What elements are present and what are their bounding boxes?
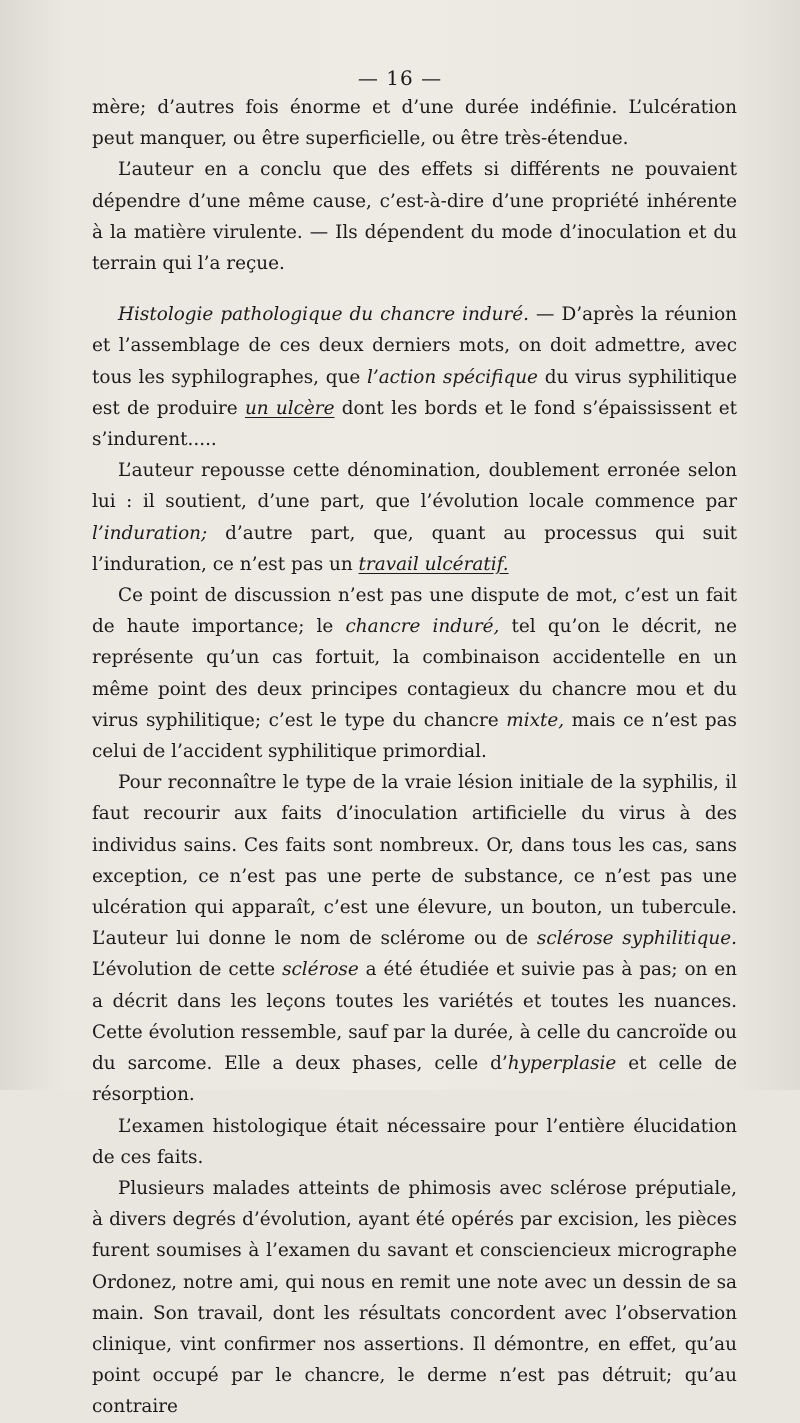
paragraph bbox=[92, 1111, 737, 1173]
emphasis-text: mixte, bbox=[506, 709, 565, 731]
text-run: mère; d’autres fois énorme et d’une durée indéfinie. L’ulcération peut manquer, ou être superficielle, ou être très-étendue. bbox=[92, 97, 737, 150]
text-run: L’évolution de cette bbox=[92, 959, 283, 981]
text-run: — D’après la réunion et l’assemblage de ces deux derniers mots, on doit admettre, avec tous les syphilographes, que bbox=[92, 304, 737, 388]
emphasis-text: chancre induré, bbox=[345, 616, 500, 638]
emphasis-text: travail ulcératif. bbox=[358, 553, 509, 575]
paragraph bbox=[92, 767, 737, 1110]
emphasis-text: Histologie pathologique du chancre induré. bbox=[118, 304, 530, 326]
paragraph bbox=[92, 299, 737, 455]
text-run: Plusieurs malades atteints de phimosis avec sclérose préputiale, à divers degrés d’évolution, ayant été opérés par excision, les pièces furent soumises à l’examen du savant et consciencieux micrographe Ordonez, notre ami, qui nous en remit une note avec un dessin de sa main. Son travail, dont les résultats concordent avec l’observation clinique, vint confirmer nos assertions. Il démontre, en effet, qu’au point occupé par le chancre, le derme n’est pas détruit; qu’au contraire bbox=[92, 1177, 737, 1418]
body-text bbox=[92, 92, 737, 1423]
text-run: dont les bords et le fond s’épaississent et s’indurent..... bbox=[92, 397, 737, 451]
paragraph bbox=[92, 1173, 737, 1423]
paragraph bbox=[92, 455, 737, 580]
emphasis-text: un ulcère bbox=[244, 397, 335, 419]
emphasis-text: hyperplasie bbox=[507, 1053, 617, 1075]
paragraph bbox=[92, 154, 737, 279]
emphasis-text: sclérose syphilitique. bbox=[536, 928, 737, 950]
emphasis-text: sclérose bbox=[282, 959, 359, 981]
text-run: Pour reconnaître le type de la vraie lésion initiale de la syphilis, il faut recourir aux faits d’inoculation artificielle du virus à des individus sains. Ces faits sont nombreux. Or, dans tous les cas, sans exception, ce n’est pas une perte de substance, ce n’est pas une ulcération qui apparaît, c’est une élevure, un bouton, un tubercule. L’auteur lui donne le nom de sclérome ou de bbox=[92, 772, 737, 950]
paragraph bbox=[92, 580, 737, 767]
text-run: L’examen histologique était nécessaire pour l’entière élucidation de ces faits. bbox=[92, 1115, 737, 1168]
paragraph bbox=[92, 92, 737, 154]
text-run: L’auteur en a conclu que des effets si différents ne pouvaient dépendre d’une même cause, c’est-à-dire d’une propriété inhérente à la matière virulente. — Ils dépendent du mode d’inoculation et du terrain qui l’a reçue. bbox=[92, 159, 737, 275]
text-run: d’autre part, que, quant au processus qui suit l’induration, ce n’est pas un bbox=[92, 522, 737, 575]
emphasis-text: l’action spécifique bbox=[366, 366, 538, 388]
text-run: mais ce n’est pas celui de l’accident syphilitique primordial. bbox=[92, 709, 737, 763]
text-run: Ce point de discussion n’est pas une dispute de mot, c’est un fait de haute importance; le bbox=[92, 585, 737, 638]
text-run: a été étudiée et suivie pas à pas; on en a décrit dans les leçons toutes les variétés et toutes les nuances. Cette évolution ressemble, sauf par la durée, à celle du cancroïde ou du sarcome. Elle a deux phases, celle d’ bbox=[92, 959, 737, 1075]
text-run: et celle de résorption. bbox=[92, 1053, 737, 1106]
text-run: tel qu’on le décrit, ne représente qu’un cas fortuit, la combinaison accidentelle en un même point des deux principes contagieux du chancre mou et du virus syphilitique; c’est le type du chancre bbox=[92, 616, 737, 731]
emphasis-text: l’induration; bbox=[92, 522, 208, 544]
text-run: L’auteur repousse cette dénomination, doublement erronée selon lui : il soutient, d’une part, que l’évolution locale commence par bbox=[92, 460, 737, 513]
page-number: — 16 — bbox=[357, 66, 443, 90]
text-run: du virus syphilitique est de produire bbox=[92, 366, 737, 419]
